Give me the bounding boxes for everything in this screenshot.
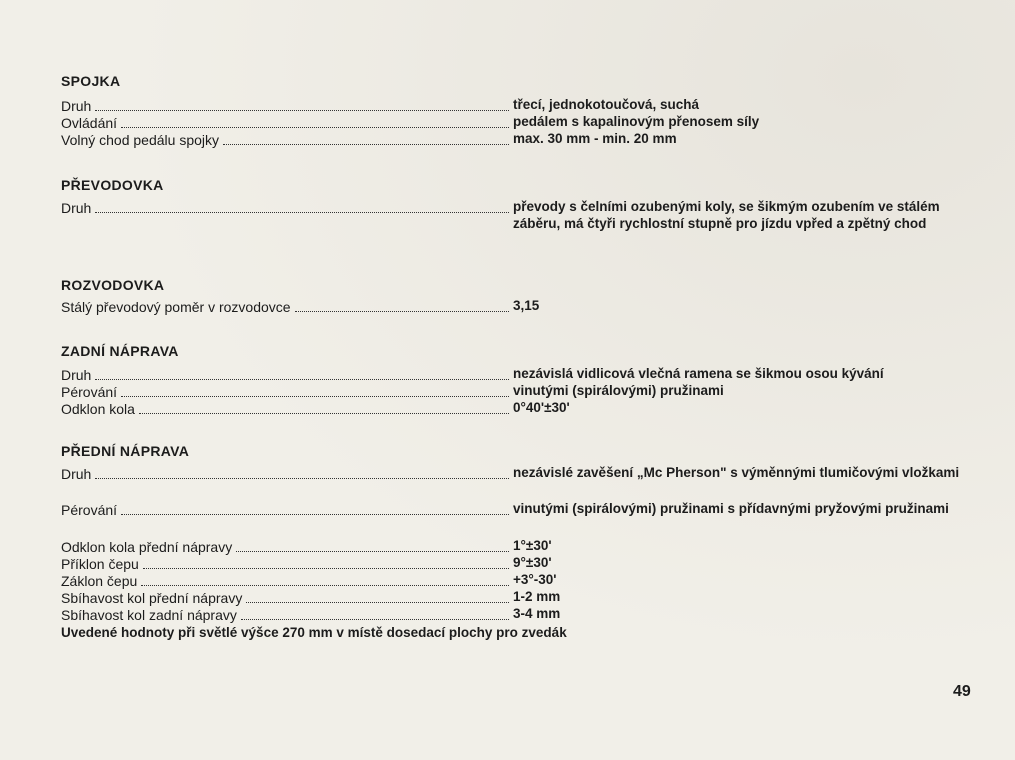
spec-value: 0°40'±30': [513, 400, 570, 415]
spec-row: [61, 114, 981, 132]
heading-spojka: SPOJKA: [61, 73, 121, 89]
spec-label: Příklon čepu: [61, 556, 139, 572]
spec-label: Pérování: [61, 384, 118, 400]
spec-row: [61, 400, 981, 418]
heading-predni-naprava: PŘEDNÍ NÁPRAVA: [61, 443, 190, 459]
spec-label: Ovládání: [61, 115, 118, 131]
spec-value: nezávislé zavěšení „Mc Pherson" s výměnnými tlumičovými vložkami: [513, 465, 960, 480]
spec-label: Sbíhavost kol přední nápravy: [61, 590, 243, 606]
spec-row: [61, 465, 981, 483]
spec-row: [61, 572, 981, 590]
spec-row: [61, 298, 981, 316]
heading-rozvodovka: ROZVODOVKA: [61, 277, 165, 293]
heading-zadni-naprava: ZADNÍ NÁPRAVA: [61, 343, 179, 359]
spec-row: [61, 97, 981, 115]
spec-label: Záklon čepu: [61, 573, 138, 589]
spec-label: Stálý převodový poměr v rozvodovce: [61, 299, 291, 315]
spec-label: Sbíhavost kol zadní nápravy: [61, 607, 237, 623]
spec-value: +3°-30': [513, 572, 557, 587]
spec-label: Pérování: [61, 502, 118, 518]
spec-row: [61, 538, 981, 556]
spec-value: vinutými (spirálovými) pružinami s přídavnými pryžovými pružinami: [513, 501, 949, 516]
spec-row: [61, 199, 981, 231]
spec-row: [61, 555, 981, 573]
heading-prevodovka: PŘEVODOVKA: [61, 177, 164, 193]
spec-label: Druh: [61, 466, 92, 482]
spec-label: Odklon kola přední nápravy: [61, 539, 233, 555]
spec-label: Druh: [61, 200, 92, 216]
spec-label: Druh: [61, 367, 92, 383]
spec-label: Druh: [61, 98, 92, 114]
spec-row: [61, 589, 981, 607]
spec-value: 1°±30': [513, 538, 552, 553]
spec-label: Odklon kola: [61, 401, 135, 417]
spec-value: převody s čelními ozubenými koly, se šikmým ozubením ve stálém záběru, má čtyři rychlostní stupně pro jízdu vpřed a zpětný chod: [513, 199, 940, 231]
page-number: 49: [953, 683, 971, 700]
spec-value: 1-2 mm: [513, 589, 561, 604]
spec-value: nezávislá vidlicová vlečná ramena se šikmou osou kývání: [513, 366, 884, 381]
spec-value: třecí, jednokotoučová, suchá: [513, 97, 700, 112]
spec-row: [61, 366, 981, 384]
spec-value: 3,15: [513, 298, 540, 313]
spec-value: vinutými (spirálovými) pružinami: [513, 383, 724, 398]
spec-row: [61, 131, 981, 149]
note: Uvedené hodnoty při světlé výšce 270 mm v místě dosedací plochy pro zvedák: [61, 625, 567, 640]
spec-value: pedálem s kapalinovým přenosem síly: [513, 114, 760, 129]
spec-row: [61, 606, 981, 624]
spec-value: 9°±30': [513, 555, 552, 570]
spec-label: Volný chod pedálu spojky: [61, 132, 219, 148]
spec-row: [61, 383, 981, 401]
spec-value: 3-4 mm: [513, 606, 561, 621]
spec-value: max. 30 mm - min. 20 mm: [513, 131, 677, 146]
spec-row: [61, 501, 981, 519]
